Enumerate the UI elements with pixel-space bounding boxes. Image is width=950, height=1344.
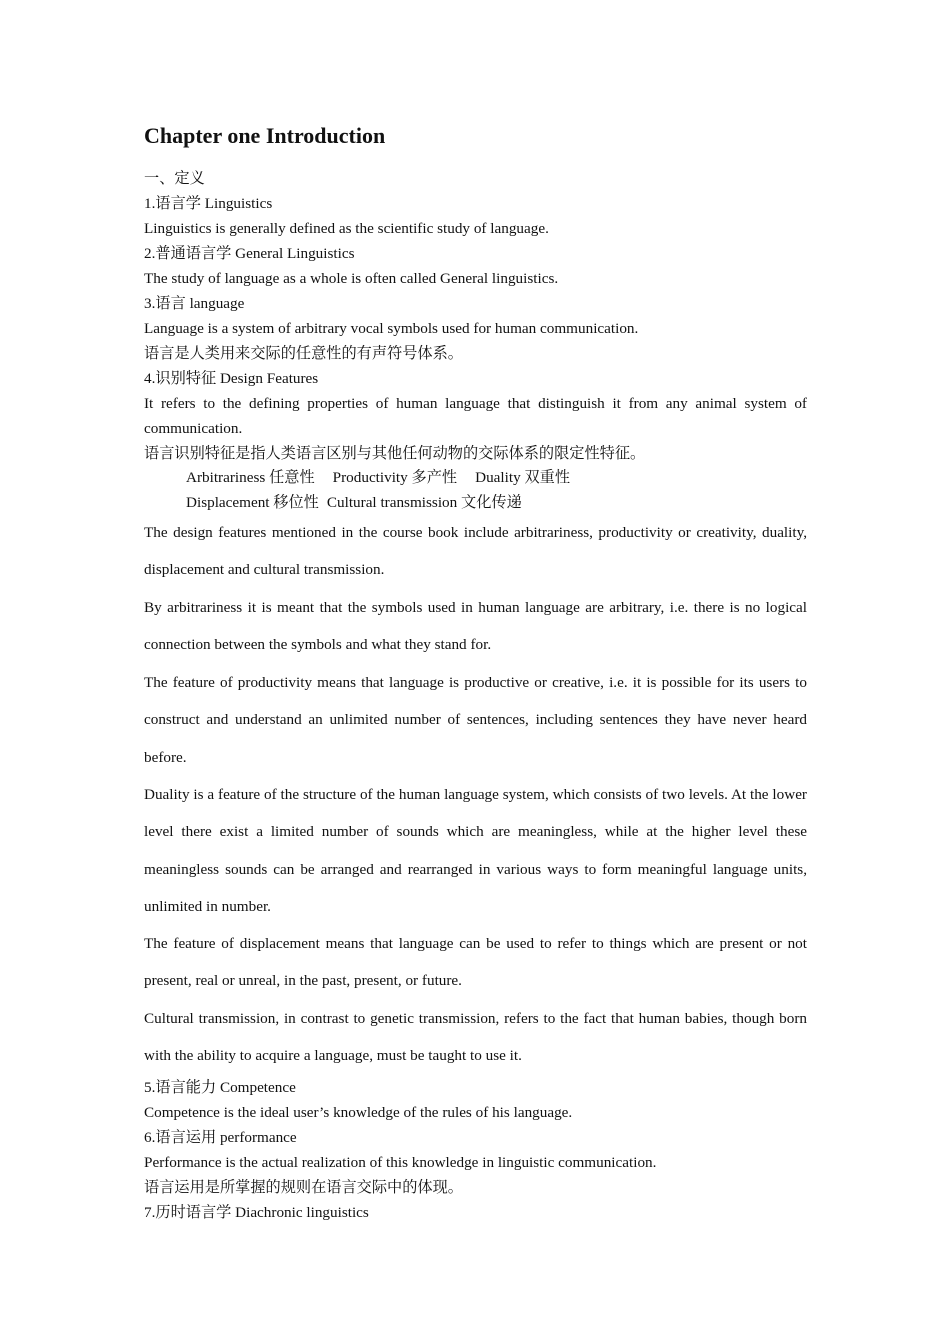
feature-arbitrariness: Arbitrariness 任意性 [186,469,315,486]
term-heading-performance: 6.语言运用 performance [144,1129,297,1146]
definition-performance-zh: 语言运用是所掌握的规则在语言交际中的体现。 [144,1179,463,1196]
term-heading-language: 3.语言 language [144,295,245,312]
definition-language-en: Language is a system of arbitrary vocal symbols used for human communication. [144,320,639,337]
paragraph-productivity: The feature of productivity means that language is productive or creative, i.e. it is possible for its users to construct and understand an unlimited number of sentences, including sentences they have never heard before. [144,674,807,766]
term-heading-general-linguistics: 2.普通语言学 General Linguistics [144,245,355,262]
features-list-row-2 [186,490,522,515]
definition-linguistics: Linguistics is generally defined as the scientific study of language. [144,220,549,237]
definition-language-zh: 语言是人类用来交际的任意性的有声符号体系。 [144,345,463,362]
definition-competence: Competence is the ideal user’s knowledge of the rules of his language. [144,1104,573,1121]
term-heading-diachronic-linguistics: 7.历时语言学 Diachronic linguistics [144,1204,369,1221]
definition-design-features-en: It refers to the defining properties of human language that distinguish it from any animal system of communication. [144,395,807,437]
feature-duality: Duality 双重性 [475,469,571,486]
feature-productivity: Productivity 多产性 [332,469,458,486]
term-heading-competence: 5.语言能力 Competence [144,1079,296,1096]
paragraph-cultural-transmission: Cultural transmission, in contrast to genetic transmission, refers to the fact that human babies, though born with the ability to acquire a language, must be taught to use it. [144,1010,807,1065]
definition-general-linguistics: The study of language as a whole is often called General linguistics. [144,270,559,287]
paragraph-arbitrariness: By arbitrariness it is meant that the symbols used in human language are arbitrary, i.e. there is no logical connection between the symbols and what they stand for. [144,599,807,654]
paragraph-displacement: The feature of displacement means that language can be used to refer to things which are present or not present, real or unreal, in the past, present, or future. [144,935,807,990]
paragraph-design-features-intro: The design features mentioned in the course book include arbitrariness, productivity or creativity, duality, displacement and cultural transmission. [144,524,807,579]
feature-cultural-transmission: Cultural transmission 文化传递 [326,494,522,511]
chapter-title: Chapter one Introduction [144,123,386,148]
definition-performance-en: Performance is the actual realization of this knowledge in linguistic communication. [144,1154,657,1171]
term-heading-linguistics: 1.语言学 Linguistics [144,195,273,212]
term-heading-design-features: 4.识别特征 Design Features [144,370,319,387]
definition-design-features-zh: 语言识别特征是指人类语言区别与其他任何动物的交际体系的限定性特征。 [144,445,646,462]
paragraph-duality: Duality is a feature of the structure of the human language system, which consists of two levels. At the lower level there exist a limited number of sounds which are meaningless, while at the higher level these meaningless sounds can be arranged and rearranged in various ways to form meaningful language units, unlimited in number. [144,786,807,915]
feature-displacement: Displacement 移位性 [186,494,319,511]
section-heading: 一、定义 [144,170,205,187]
features-list-row-1 [186,465,570,490]
